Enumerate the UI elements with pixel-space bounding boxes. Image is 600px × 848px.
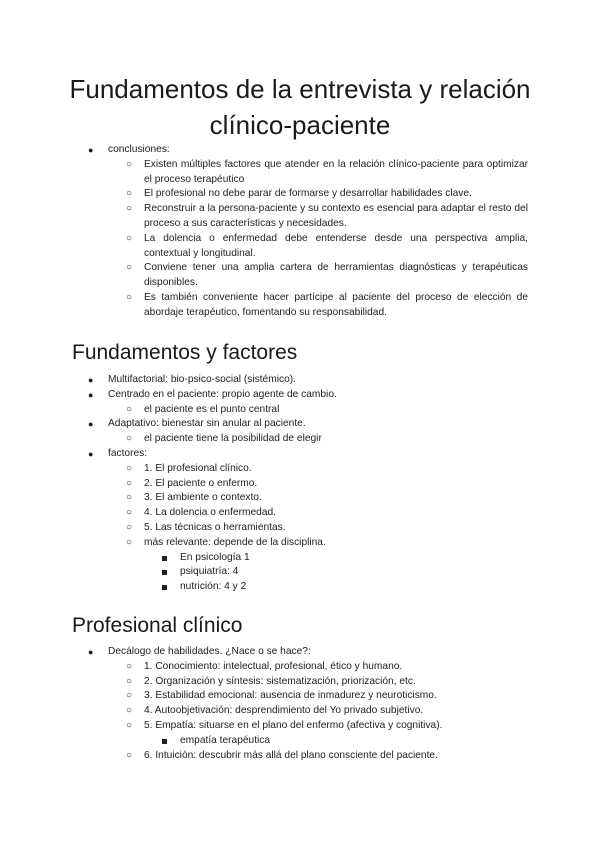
circle-bullet-icon: ○ [126, 262, 133, 274]
circle-bullet-icon: ○ [126, 536, 133, 548]
list-item [0, 447, 528, 462]
list-item-text: En psicología 1 [180, 551, 250, 563]
list-item-text: 5. Empatía: situarse en el plano del enfermo (afectiva y cognitiva). [144, 719, 443, 731]
list-item-text: más relevante: depende de la disciplina. [144, 536, 326, 548]
circle-bullet-icon: ○ [126, 690, 133, 702]
circle-bullet-icon: ○ [126, 232, 133, 244]
list-item-text: 1. Conocimiento: intelectual, profesional, ético y humano. [144, 660, 403, 672]
circle-bullet-icon: ○ [126, 477, 133, 489]
circle-bullet-icon: ○ [126, 675, 133, 687]
list-item-text: Decálogo de habilidades. ¿Nace o se hace?: [108, 646, 311, 657]
list-item-text: Es también conveniente hacer partícipe al paciente del proceso de elección de abordaje terapéutico, fomentando su responsabilidad. [144, 291, 528, 318]
list-item-text: 5. Las técnicas o herramientas. [144, 521, 286, 533]
list-item [0, 645, 528, 660]
list-item-text: nutrición: 4 y 2 [180, 581, 247, 593]
bullet-icon: ● [88, 389, 94, 400]
list-item-text: La dolencia o enfermedad debe entenderse desde una perspectiva amplia, contextual y longitudinal. [144, 232, 528, 259]
list-item [0, 477, 528, 492]
bullet-icon: ● [88, 419, 94, 430]
list-item [0, 521, 528, 536]
circle-bullet-icon: ○ [126, 492, 133, 504]
list-item-text: el paciente tiene la posibilidad de elegir [144, 433, 322, 445]
circle-bullet-icon: ○ [126, 188, 133, 200]
list-item [0, 158, 528, 188]
list-item-text: Centrado en el paciente: propio agente de cambio. [108, 388, 337, 400]
page-title: Fundamentos de la entrevista y relación clínico-paciente [69, 74, 531, 140]
list-item [0, 704, 528, 719]
list-item [0, 734, 528, 749]
list-item [0, 565, 528, 580]
list-item-text: el paciente es el punto central [144, 403, 280, 415]
list-item [0, 719, 528, 734]
list-item [0, 536, 528, 551]
list-item [0, 689, 528, 704]
bullet-icon: ● [88, 375, 94, 385]
list-item-text: 4. La dolencia o enfermedad. [144, 507, 276, 519]
circle-bullet-icon: ○ [126, 521, 133, 533]
list-item [0, 506, 528, 521]
circle-bullet-icon: ○ [126, 705, 133, 717]
section-heading-profesional: Profesional clínico [72, 614, 243, 637]
section-heading-fundamentos: Fundamentos y factores [72, 341, 298, 364]
circle-bullet-icon: ○ [126, 433, 133, 445]
list-item-text: 3. Estabilidad emocional: ausencia de inmadurez y neuroticismo. [144, 690, 437, 702]
list-item-text: empatía terapéutica [180, 734, 271, 746]
circle-bullet-icon: ○ [126, 203, 133, 215]
circle-bullet-icon: ○ [126, 660, 133, 672]
list-item [0, 551, 528, 566]
circle-bullet-icon: ○ [126, 719, 133, 731]
square-bullet-icon [162, 556, 167, 561]
list-item-text: Conviene tener una amplia cartera de herramientas diagnósticas y terapéuticas disponibles. [144, 262, 528, 289]
list-item [0, 388, 528, 403]
list-item-text: 6. Intuición: descubrir más allá del plano consciente del paciente. [144, 749, 438, 761]
list-item [0, 491, 528, 506]
list-item [0, 462, 528, 477]
circle-bullet-icon: ○ [126, 291, 133, 303]
list-item [0, 261, 528, 291]
list-item-text: 1. El profesional clínico. [144, 462, 252, 474]
list-item [0, 202, 528, 232]
square-bullet-icon [162, 570, 167, 575]
list-item [0, 143, 528, 158]
bullet-icon: ● [88, 448, 94, 459]
list-item [0, 232, 528, 262]
list-item [0, 660, 528, 675]
list-item-text: conclusiones: [108, 144, 170, 155]
list-item [0, 187, 528, 202]
list-item [0, 291, 528, 321]
square-bullet-icon [162, 585, 167, 590]
list-item [0, 432, 528, 447]
list-item-text: Multifactorial: bio-psico-social (sistémico). [108, 374, 296, 385]
circle-bullet-icon: ○ [126, 158, 133, 170]
list-item [0, 373, 528, 388]
square-bullet-icon [162, 739, 167, 744]
list-item-text: Reconstruir a la persona-paciente y su contexto es esencial para adaptar el resto del proceso a sus características y necesidades. [144, 203, 528, 229]
list-item [0, 749, 528, 764]
list-item-text: 3. El ambiente o contexto. [144, 492, 262, 504]
list-item-text: 2. Organización y síntesis: sistematización, priorización, etc. [144, 675, 416, 687]
circle-bullet-icon: ○ [126, 507, 133, 519]
list-item-text: psiquiatría: 4 [180, 566, 239, 578]
list-item [0, 403, 528, 418]
list-item [0, 580, 528, 595]
list-item-text: El profesional no debe parar de formarse y desarrollar habilidades clave. [144, 188, 472, 200]
list-item-text: factores: [108, 447, 148, 459]
circle-bullet-icon: ○ [126, 749, 133, 761]
list-item-text: Existen múltiples factores que atender en la relación clínico-paciente para optimizar el proceso terapéutico [144, 158, 528, 185]
circle-bullet-icon: ○ [126, 403, 133, 415]
list-item [0, 417, 528, 432]
circle-bullet-icon: ○ [126, 462, 133, 474]
profesional-list [0, 645, 600, 763]
bullet-icon: ● [88, 647, 94, 657]
conclusions-list [0, 143, 600, 321]
list-item [0, 675, 528, 690]
fundamentos-list [0, 373, 600, 595]
list-item-text: Adaptativo: bienestar sin anular al paciente. [108, 418, 306, 430]
list-item-text: 2. El paciente o enfermo. [144, 477, 258, 489]
bullet-icon: ● [88, 145, 94, 155]
list-item-text: 4. Autoobjetivación: desprendimiento del Yo privado subjetivo. [144, 705, 424, 717]
